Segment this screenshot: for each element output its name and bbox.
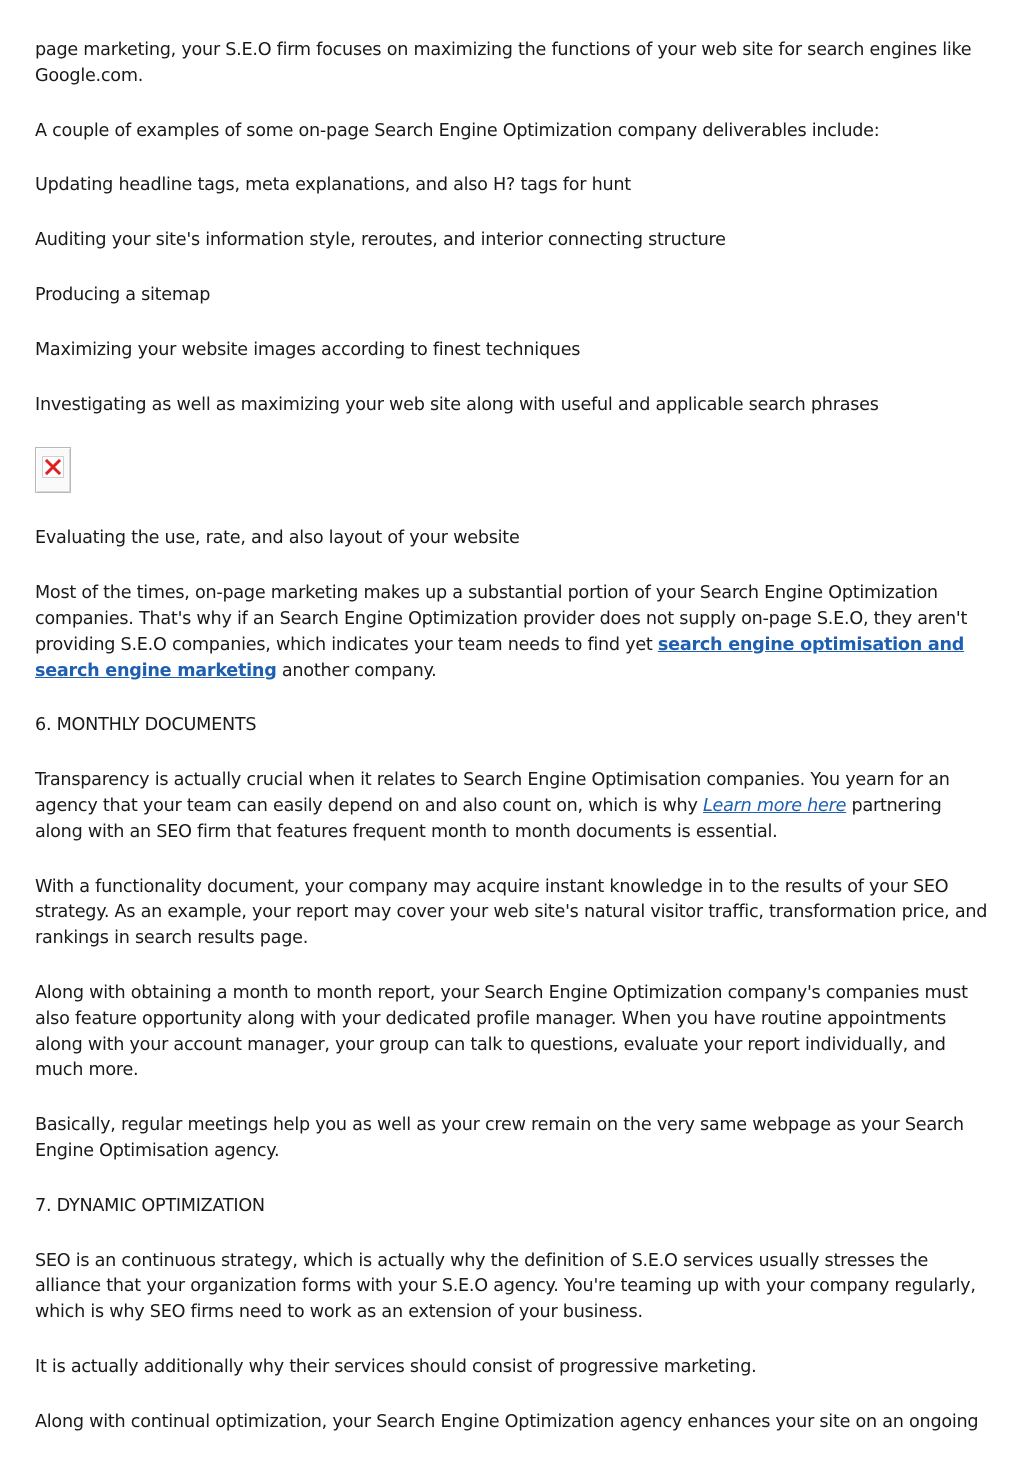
heading-monthly-documents: 6. MONTHLY DOCUMENTS	[35, 715, 257, 736]
paragraph-intro: page marketing, your S.E.O firm focuses on maximizing the functions of your web site for search engines like Google.com.	[35, 40, 972, 86]
paragraph-transparency	[35, 768, 993, 845]
paragraph-functionality: With a functionality document, your company may acquire instant knowledge in to the results of your SEO strategy. As an example, your report may cover your web site's natural visitor traffic, transformation price, and rankings in search results page.	[35, 876, 988, 949]
paragraph-basically: Basically, regular meetings help you as well as your crew remain on the very same webpage as your Search Engine Optimisation agency.	[35, 1115, 964, 1161]
list-item-evaluating: Evaluating the use, rate, and also layout of your website	[35, 528, 520, 549]
heading-dynamic-optimization: 7. DYNAMIC OPTIMIZATION	[35, 1195, 265, 1216]
paragraph-seo-continuous: SEO is an continuous strategy, which is actually why the definition of S.E.O services usually stresses the alliance that your organization forms with your S.E.O agency. You're teaming up with your company regularly, which is why SEO firms need to work as an extension of your business.	[35, 1250, 976, 1323]
list-item-auditing: Auditing your site's information style, reroutes, and interior connecting structure	[35, 230, 726, 251]
paragraph-most-text-before: Most of the times, on-page marketing makes up a substantial portion of your Search Engine Optimization companies. That's why if an Search Engine Optimization provider does not supply on-page S.E.O, they aren't providing S.E.O companies, which indicates your team needs to find yet	[35, 583, 968, 655]
list-item-images: Maximizing your website images according to finest techniques	[35, 339, 581, 360]
paragraph-transparency-text-before: Transparency is actually crucial when it relates to Search Engine Optimisation companies. You yearn for an agency that your team can easily depend on and also count on, which is why	[35, 770, 950, 816]
broken-image-icon	[35, 447, 71, 493]
paragraph-most-text-after: another company.	[276, 660, 437, 681]
paragraph-continual: Along with continual optimization, your Search Engine Optimization agency enhances your site on an ongoing	[35, 1411, 979, 1432]
learn-more-link[interactable]: Learn more here	[702, 795, 847, 816]
paragraph-transparency-text-after: partnering along with an SEO firm that features frequent month to month documents is essential.	[35, 795, 942, 842]
document-body	[35, 38, 993, 1465]
paragraph-examples: A couple of examples of some on-page Search Engine Optimization company deliverables include:	[35, 120, 880, 141]
list-item-headline: Updating headline tags, meta explanations, and also H? tags for hunt	[35, 175, 631, 196]
list-item-sitemap: Producing a sitemap	[35, 284, 211, 305]
paragraph-progressive: It is actually additionally why their services should consist of progressive marketing.	[35, 1356, 757, 1377]
list-item-investigating: Investigating as well as maximizing your web site along with useful and applicable search phrases	[35, 394, 879, 415]
paragraph-along: Along with obtaining a month to month report, your Search Engine Optimization company's companies must also feature opportunity along with your dedicated profile manager. When you have routine appointments along with your account manager, your group can talk to questions, evaluate your report individually, and much more.	[35, 982, 968, 1081]
paragraph-most-of-the-times	[35, 581, 993, 684]
seo-sem-link[interactable]: search engine optimisation and search engine marketing	[35, 634, 965, 681]
